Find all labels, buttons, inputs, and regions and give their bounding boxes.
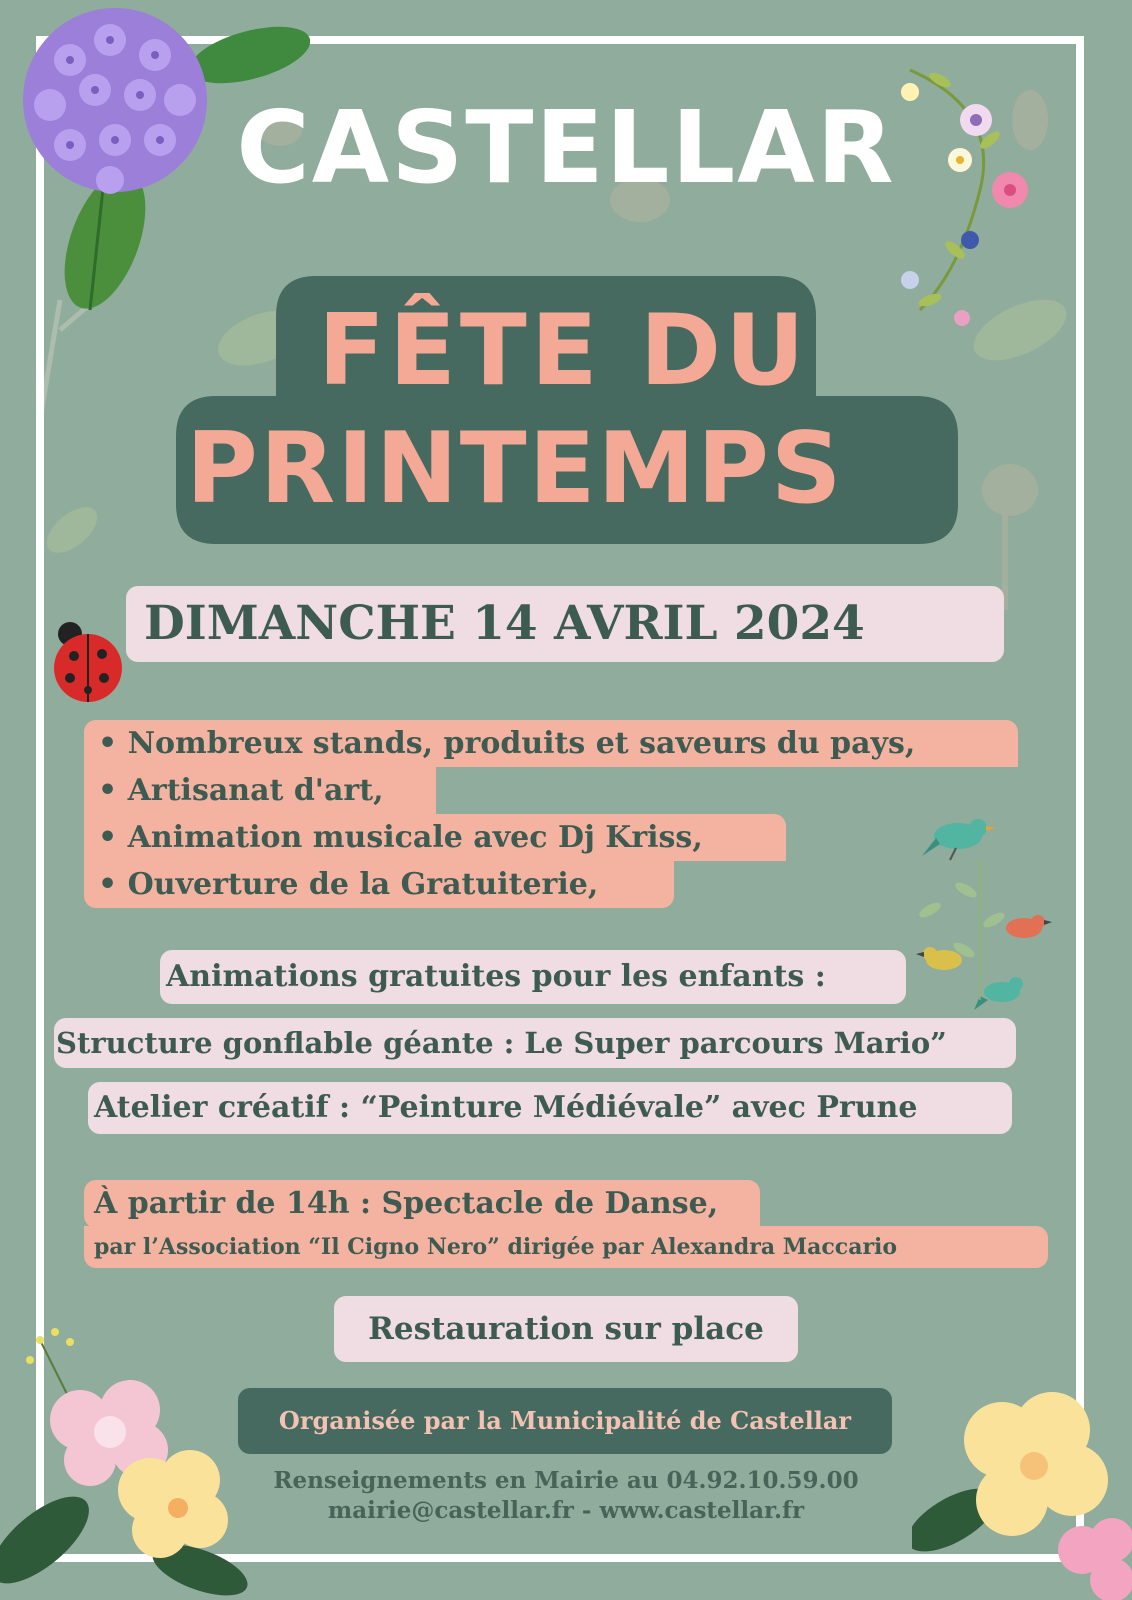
highlight-text: • Artisanat d'art,	[98, 773, 384, 808]
kids-heading: Animations gratuites pour les enfants :	[160, 950, 906, 1004]
food-notice: Restauration sur place	[334, 1296, 798, 1362]
highlight-text: • Animation musicale avec Dj Kriss,	[98, 820, 703, 855]
event-date: DIMANCHE 14 AVRIL 2024	[126, 586, 1004, 662]
highlight-text: • Ouverture de la Gratuiterie,	[98, 867, 599, 902]
festival-title-line1: FÊTE DU	[318, 294, 809, 408]
flower-icon	[912, 1380, 1132, 1600]
contact-web: mairie@castellar.fr - www.castellar.fr	[327, 1497, 805, 1524]
festival-title-line2: PRINTEMPS	[186, 412, 844, 526]
town-title: CASTELLAR	[236, 89, 896, 206]
organizer: Organisée par la Municipalité de Castellar	[238, 1388, 892, 1454]
highlight-text: • Nombreux stands, produits et saveurs du pays,	[98, 726, 916, 761]
kids-item-workshop: Atelier créatif : “Peinture Médiévale” avec Prune	[88, 1082, 1012, 1134]
ladybug-icon	[44, 616, 134, 706]
show-details: par l’Association “Il Cigno Nero” dirigée par Alexandra Maccario	[84, 1226, 1048, 1268]
contact-phone: Renseignements en Mairie au 04.92.10.59.00	[273, 1467, 859, 1494]
flower-icon	[0, 1320, 260, 1600]
leaf-icon	[910, 850, 1050, 1000]
show-time: À partir de 14h : Spectacle de Danse,	[84, 1180, 760, 1228]
kids-item-inflatable: Structure gonflable géante : Le Super parcours Mario”	[54, 1018, 1016, 1068]
